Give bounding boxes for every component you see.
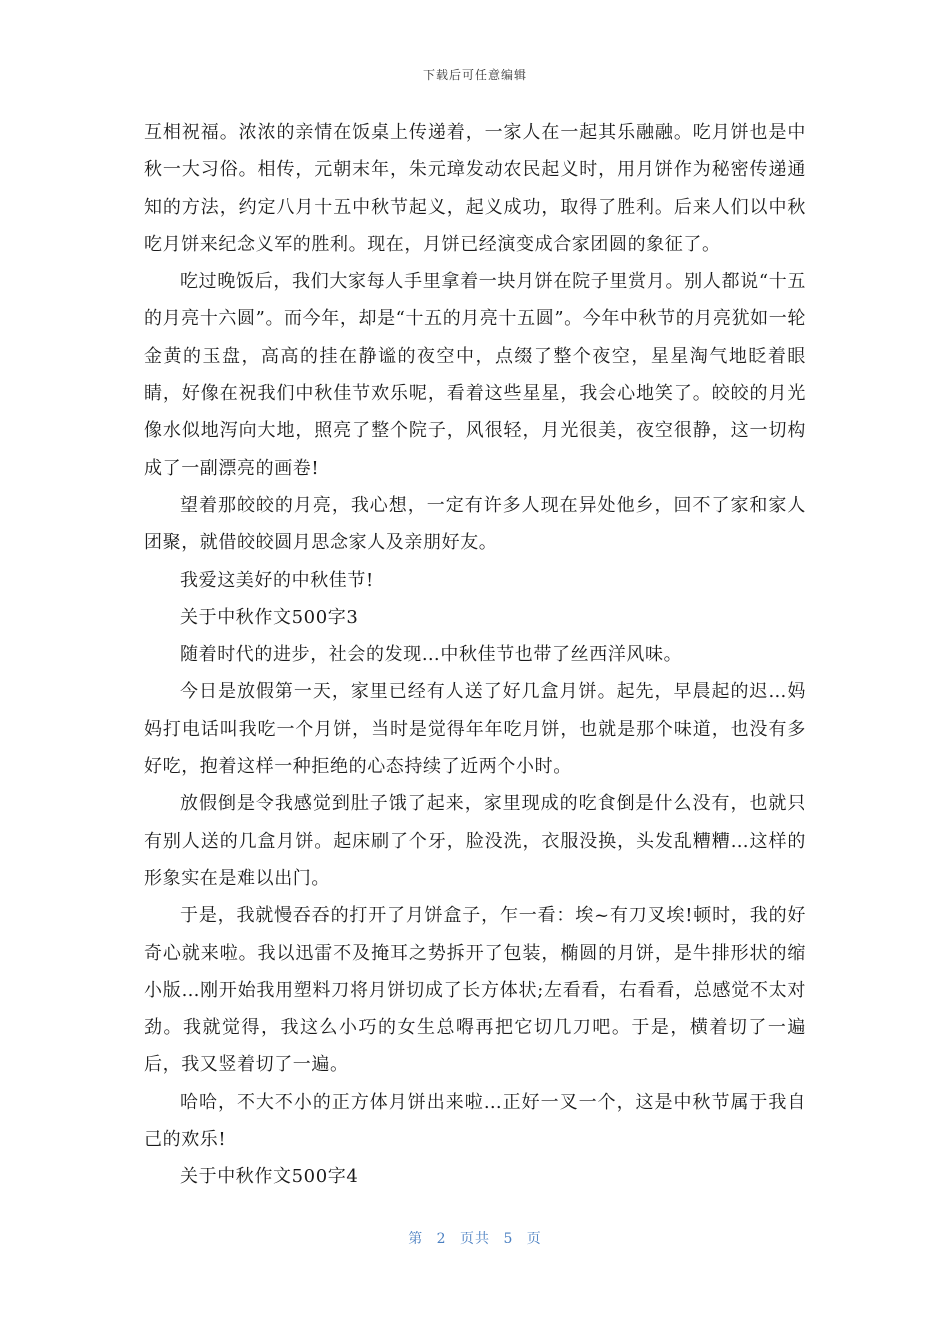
document-body [144,114,806,1196]
paragraph: 于是，我就慢吞吞的打开了月饼盒子，乍一看：埃~有刀叉埃!顿时，我的好奇心就来啦。我以迅雷不及掩耳之势拆开了包装，椭圆的月饼，是牛排形状的缩小版…刚开始我用塑料刀将月饼切成了长方体状;左看看，右看看，总感觉不太对劲。我就觉得，我这么小巧的女生总嘚再把它切几刀吧。于是，横着切了一遍后，我又竖着切了一遍。 [144,905,806,1076]
paragraph: 放假倒是令我感觉到肚子饿了起来，家里现成的吃食倒是什么没有，也就只有别人送的几盒月饼。起床刷了个牙，脸没洗，衣服没换，头发乱糟糟…这样的形象实在是难以出门。 [144,793,806,889]
page-header: 下载后可任意编辑 [422,68,527,82]
section-heading: 关于中秋作文500字4 [180,1166,359,1188]
paragraph: 我爱这美好的中秋佳节! [180,569,374,591]
paragraph: 望着那皎皎的月亮，我心想，一定有许多人现在异处他乡，回不了家和家人团聚，就借皎皎圆月思念家人及亲朋好友。 [144,494,806,554]
paragraph: 随着时代的进步，社会的发现…中秋佳节也带了丝西洋风味。 [180,644,683,666]
paragraph: 吃过晚饭后，我们大家每人手里拿着一块月饼在院子里赏月。别人都说“十五的月亮十六圆”。而今年，却是“十五的月亮十五圆”。今年中秋节的月亮犹如一轮金黄的玉盘，高高的挂在静谧的夜空中，点缀了整个夜空，星星淘气地眨着眼睛，好像在祝我们中秋佳节欢乐呢，看着这些星星，我会心地笑了。皎皎的月光像水似地泻向大地，照亮了整个院子，风很轻，月光很美，夜空很静，这一切构成了一副漂亮的画卷! [144,271,806,479]
paragraph: 互相祝福。浓浓的亲情在饭桌上传递着，一家人在一起其乐融融。吃月饼也是中秋一大习俗。相传，元朝末年，朱元璋发动农民起义时，用月饼作为秘密传递通知的方法，约定八月十五中秋节起义，起义成功，取得了胜利。后来人们以中秋吃月饼来纪念义军的胜利。现在，月饼已经演变成合家团圆的象征了。 [144,122,806,255]
paragraph: 今日是放假第一天，家里已经有人送了好几盒月饼。起先，早晨起的迟…妈妈打电话叫我吃一个月饼，当时是觉得年年吃月饼，也就是那个味道，也没有多好吃，抱着这样一种拒绝的心态持续了近两个小时。 [144,681,806,778]
section-heading: 关于中秋作文500字3 [180,606,359,628]
paragraph: 哈哈，不大不小的正方体月饼出来啦…正好一叉一个，这是中秋节属于我自己的欢乐! [144,1091,806,1151]
page-number-footer: 第 2 页共 5 页 [408,1231,542,1247]
